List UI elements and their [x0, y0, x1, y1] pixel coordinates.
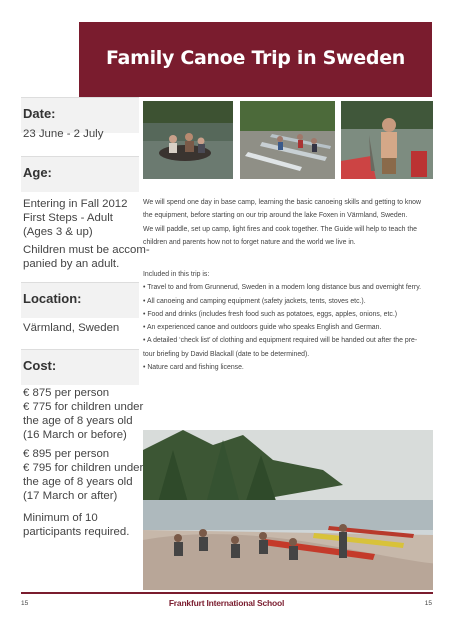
intro-line: We will paddle, set up camp, light fires and cook together. The Guide will help to teach the	[143, 225, 417, 233]
included-item: • An experienced canoe and outdoors guide who speaks English and German.	[143, 324, 382, 332]
cost-heading: Cost:	[23, 358, 57, 373]
included-list	[143, 268, 433, 374]
included-item: tour briefing by David Blackall (date to be determined).	[143, 350, 310, 358]
included-heading: Included in this trip is:	[143, 271, 210, 278]
cost-heading-box	[21, 349, 139, 385]
cost-line: (17 March or after)	[23, 490, 118, 502]
age-value	[23, 197, 141, 239]
age-note-line: panied by an adult.	[23, 258, 120, 270]
intro-line: the equipment, before starting on our trip around the lake Foxen in Värmland, Sweden.	[143, 212, 408, 220]
date-value: 23 June - 2 July	[23, 128, 104, 140]
cost-line: (16 March or before)	[23, 429, 127, 441]
intro-line: We will spend one day in base camp, learning the basic canoeing skills and getting to know	[143, 199, 421, 206]
age-heading: Age:	[23, 165, 52, 180]
location-heading: Location:	[23, 291, 82, 306]
photo-lake-rock	[143, 101, 233, 179]
sidebar	[21, 97, 150, 597]
included-item: • Nature card and fishing license.	[143, 364, 244, 372]
location-heading-box	[21, 282, 139, 318]
title-banner	[79, 22, 432, 97]
age-note	[23, 243, 150, 271]
location-value: Värmland, Sweden	[23, 322, 120, 334]
included-item: • Food and drinks (includes fresh food such as potatoes, eggs, apples, onions, etc.)	[143, 310, 398, 318]
page-number-left: 15	[21, 600, 29, 607]
date-heading: Date:	[23, 106, 56, 121]
age-line: Entering in Fall 2012	[23, 198, 128, 210]
cost-line: € 895 per person	[23, 448, 110, 460]
intro-line: children and parents how not to forget nature and the world we live in.	[143, 238, 356, 246]
cost-line: Minimum of 10	[23, 512, 98, 524]
page-title: Family Canoe Trip in Sweden	[105, 47, 406, 69]
cost-block-late	[23, 447, 144, 503]
cost-minimum	[23, 511, 141, 539]
photo-fisherman	[341, 101, 433, 179]
intro-text	[143, 196, 433, 249]
age-heading-box	[21, 156, 139, 192]
included-item: • Travel to and from Grunnerud, Sweden in a modern long distance bus and overnight ferry.	[143, 284, 422, 292]
cost-line: the age of 8 years old	[23, 415, 133, 427]
age-line: (Ages 3 & up)	[23, 226, 93, 238]
photo-group-camp	[143, 430, 433, 590]
cost-line: € 875 per person	[23, 387, 110, 399]
page-number-right: 15	[424, 600, 432, 607]
cost-line: € 775 for children under	[23, 401, 144, 413]
included-item: • A detailed ‘check list’ of clothing and equipment required will be handed out after the pre-	[143, 337, 418, 345]
footer-rule	[21, 592, 433, 594]
cost-block-early	[23, 386, 144, 442]
cost-line: the age of 8 years old	[23, 476, 133, 488]
cost-line: € 795 for children under	[23, 462, 144, 474]
age-line: First Steps - Adult	[23, 212, 113, 224]
age-note-line: Children must be accom-	[23, 244, 150, 256]
photo-canoes-shore	[240, 101, 335, 179]
included-item: • All canoeing and camping equipment (safety jackets, tents, stoves etc.).	[143, 297, 366, 305]
cost-line: participants required.	[23, 526, 130, 538]
footer-school-name: Frankfurt International School	[168, 598, 285, 608]
